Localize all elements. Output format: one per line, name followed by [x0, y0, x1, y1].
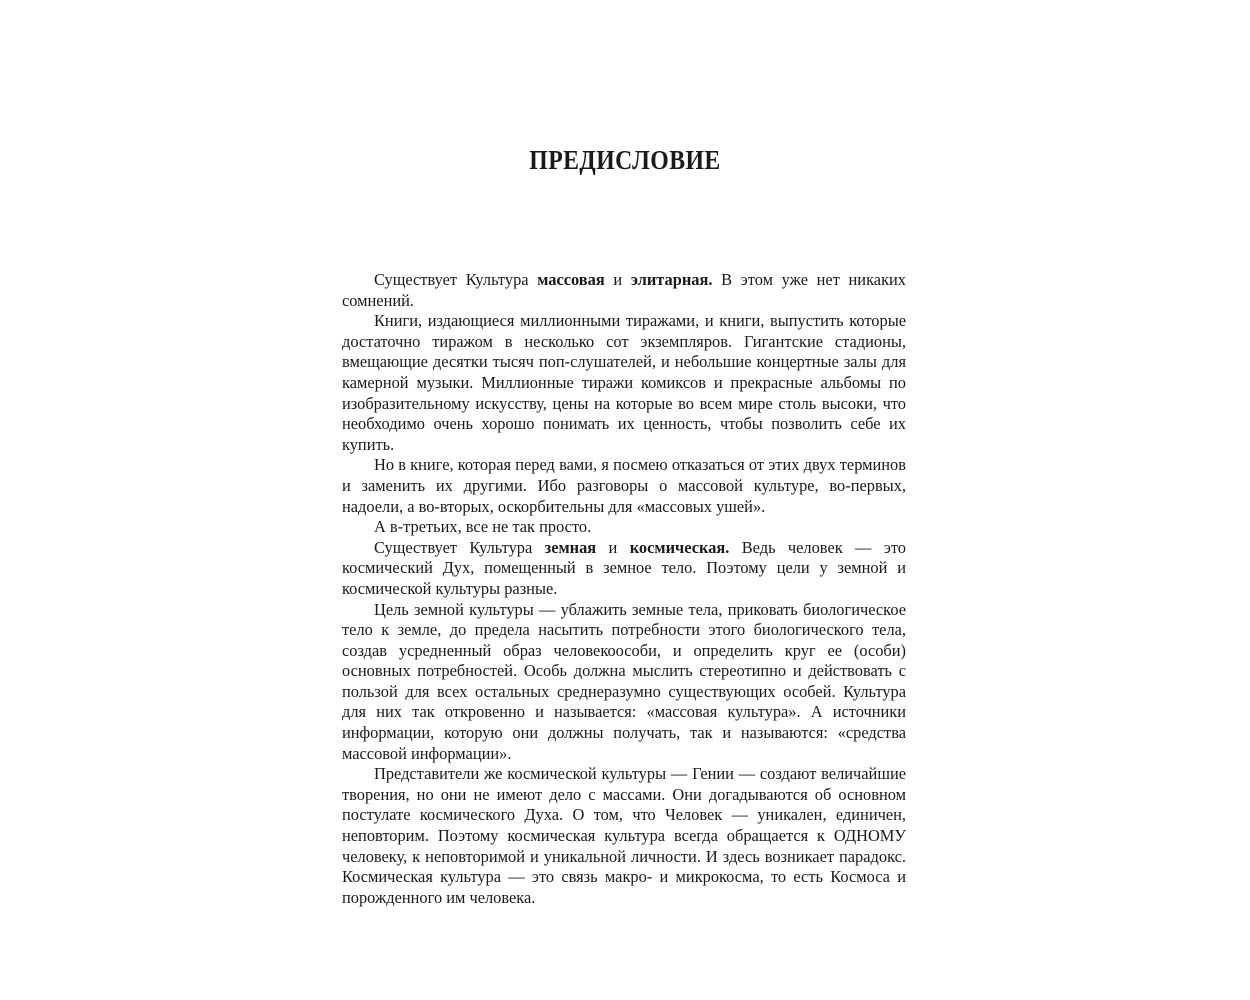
text-run: В этом уже нет никаких сомнений. — [342, 270, 906, 310]
text-run: Существует Культура — [374, 537, 545, 557]
bold-term-cosmic: космическая. — [629, 537, 730, 557]
bold-term-elite: элитарная. — [630, 270, 713, 289]
text-run: Цель земной культуры — ублажить земные тела, приковать биологическое тело к земле, до предела насытить потребности этого биологического тела, создав усредненный образ человекоособи, и определить круг ее (особи) основных потребностей. Особь должна мыслить стереотипно и действовать с пользой для всех остальных среднеразумно существующих особей. Культура для них так откровенно и называется: «массовая культура». А источники информации, которую они должны получать, так и называются: «средства массовой информации». — [342, 599, 906, 763]
preface-text — [342, 270, 906, 908]
text-run: Ведь человек — это космический Дух, помещенный в земное тело. Поэтому цели у земной и космической культуры разные. — [342, 537, 906, 598]
text-run: Книги, издающиеся миллионными тиражами, и книги, выпустить которые достаточно тиражом в несколько сот экземпляров. Гигантские стадионы, вмещающие десятки тысяч поп-слушателей, и небольшие концертные залы для камерной музыки. Миллионные тиражи комиксов и прекрасные альбомы по изобразительному искусству, цены на которые во всем мире столь высоки, что необходимо очень хорошо понимать их ценность, чтобы позволить себе их купить. — [342, 311, 906, 454]
bold-term-earthly: земная — [544, 537, 597, 557]
paragraph — [342, 517, 906, 538]
paragraph — [342, 455, 906, 517]
paragraph — [342, 538, 906, 600]
paragraph — [342, 311, 906, 455]
paragraph — [342, 600, 906, 765]
paragraph — [342, 270, 906, 311]
text-run: и — [596, 537, 630, 557]
text-run: и — [604, 270, 631, 289]
text-run: Представители же космической культуры — Гении — создают величайшие творения, но они не имеют дело с массами. Они догадываются об основном постулате космического Духа. О том, что Человек — уникален, единичен, неповторим. Поэтому космическая культура всегда обращается к ОДНОМУ человеку, к неповторимой и уникальной личности. И здесь возникает парадокс. Космическая культура — это связь макро- и микрокосма, то есть Космоса и порожденного им человека. — [342, 764, 906, 907]
paragraph — [342, 764, 906, 908]
text-run: Существует Культура — [374, 270, 538, 289]
bold-term-mass: массовая — [537, 270, 605, 289]
text-run: Но в книге, которая перед вами, я посмею отказаться от этих двух терминов и заменить их другими. Ибо разговоры о массовой культуре, во-первых, надоели, а во-вторых, оскорбительны для «массовых ушей». — [342, 455, 906, 516]
text-run: А в-третьих, все не так просто. — [374, 517, 592, 537]
page-title: ПРЕДИСЛОВИЕ — [529, 145, 721, 175]
